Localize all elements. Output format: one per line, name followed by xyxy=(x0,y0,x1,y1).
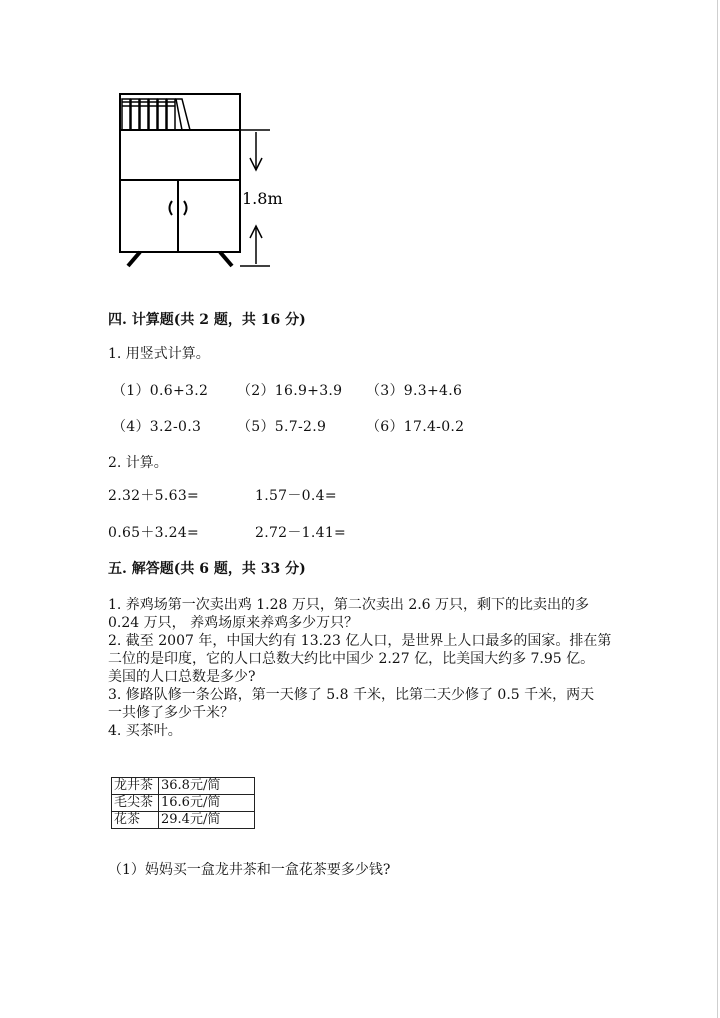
calc-item-5: （5）5.7-2.9 xyxy=(237,419,327,435)
tea-price-cell: 16.6元/简 xyxy=(159,795,255,812)
compute-item-4: 2.72－1.41= xyxy=(255,525,347,541)
section-4-title: 四. 计算题(共 2 题，共 16 分) xyxy=(108,312,306,328)
calc-item-6: （6）17.4-0.2 xyxy=(366,419,465,435)
sub-question-1: （1）妈妈买一盒龙井茶和一盒花茶要多少钱? xyxy=(108,862,391,878)
question-1-prompt: 1. 用竖式计算。 xyxy=(108,346,210,362)
bookcase-figure xyxy=(110,88,310,273)
calc-item-1: （1）0.6+3.2 xyxy=(112,383,209,399)
section-5-title: 五. 解答题(共 6 题，共 33 分) xyxy=(108,561,306,577)
problem-line: 一共修了多少千米？ xyxy=(108,705,234,721)
question-2-prompt: 2. 计算。 xyxy=(108,455,168,471)
problem-line: 二位的是印度，它的人口总数大约比中国少 2.27 亿，比美国大约多 7.95 亿。 xyxy=(108,651,595,667)
tea-name-cell: 花茶 xyxy=(112,812,159,829)
books-icon xyxy=(122,99,190,130)
page-border xyxy=(717,0,718,1018)
calc-item-2: （2）16.9+3.9 xyxy=(237,383,343,399)
table-row xyxy=(112,778,255,795)
calc-item-3: （3）9.3+4.6 xyxy=(366,383,463,399)
tea-name-cell: 龙井茶 xyxy=(112,778,159,795)
problem-line: 0.24 万只， 养鸡场原来养鸡多少万只？ xyxy=(108,615,359,631)
problem-line: 2. 截至 2007 年，中国大约有 13.23 亿人口，是世界上人口最多的国家。排在第 xyxy=(108,633,612,649)
tea-price-table xyxy=(111,777,255,829)
cabinet-legs xyxy=(128,252,232,266)
problem-line: 3. 修路队修一条公路，第一天修了 5.8 千米，比第二天少修了 0.5 千米，两天 xyxy=(108,687,595,703)
tea-price-cell: 36.8元/简 xyxy=(159,778,255,795)
compute-item-1: 2.32＋5.63= xyxy=(108,488,200,504)
height-label: 1.8m xyxy=(242,189,283,208)
compute-item-3: 0.65＋3.24= xyxy=(108,525,200,541)
tea-name-cell: 毛尖茶 xyxy=(112,795,159,812)
calc-item-4: （4）3.2-0.3 xyxy=(112,419,202,435)
problem-line: 4. 买茶叶。 xyxy=(108,723,182,739)
table-row xyxy=(112,812,255,829)
table-row xyxy=(112,795,255,812)
compute-item-2: 1.57－0.4= xyxy=(255,488,337,504)
problem-line: 1. 养鸡场第一次卖出鸡 1.28 万只，第二次卖出 2.6 万只，剩下的比卖出的多 xyxy=(108,597,590,613)
tea-price-cell: 29.4元/简 xyxy=(159,812,255,829)
problem-line: 美国的人口总数是多少? xyxy=(108,669,256,685)
